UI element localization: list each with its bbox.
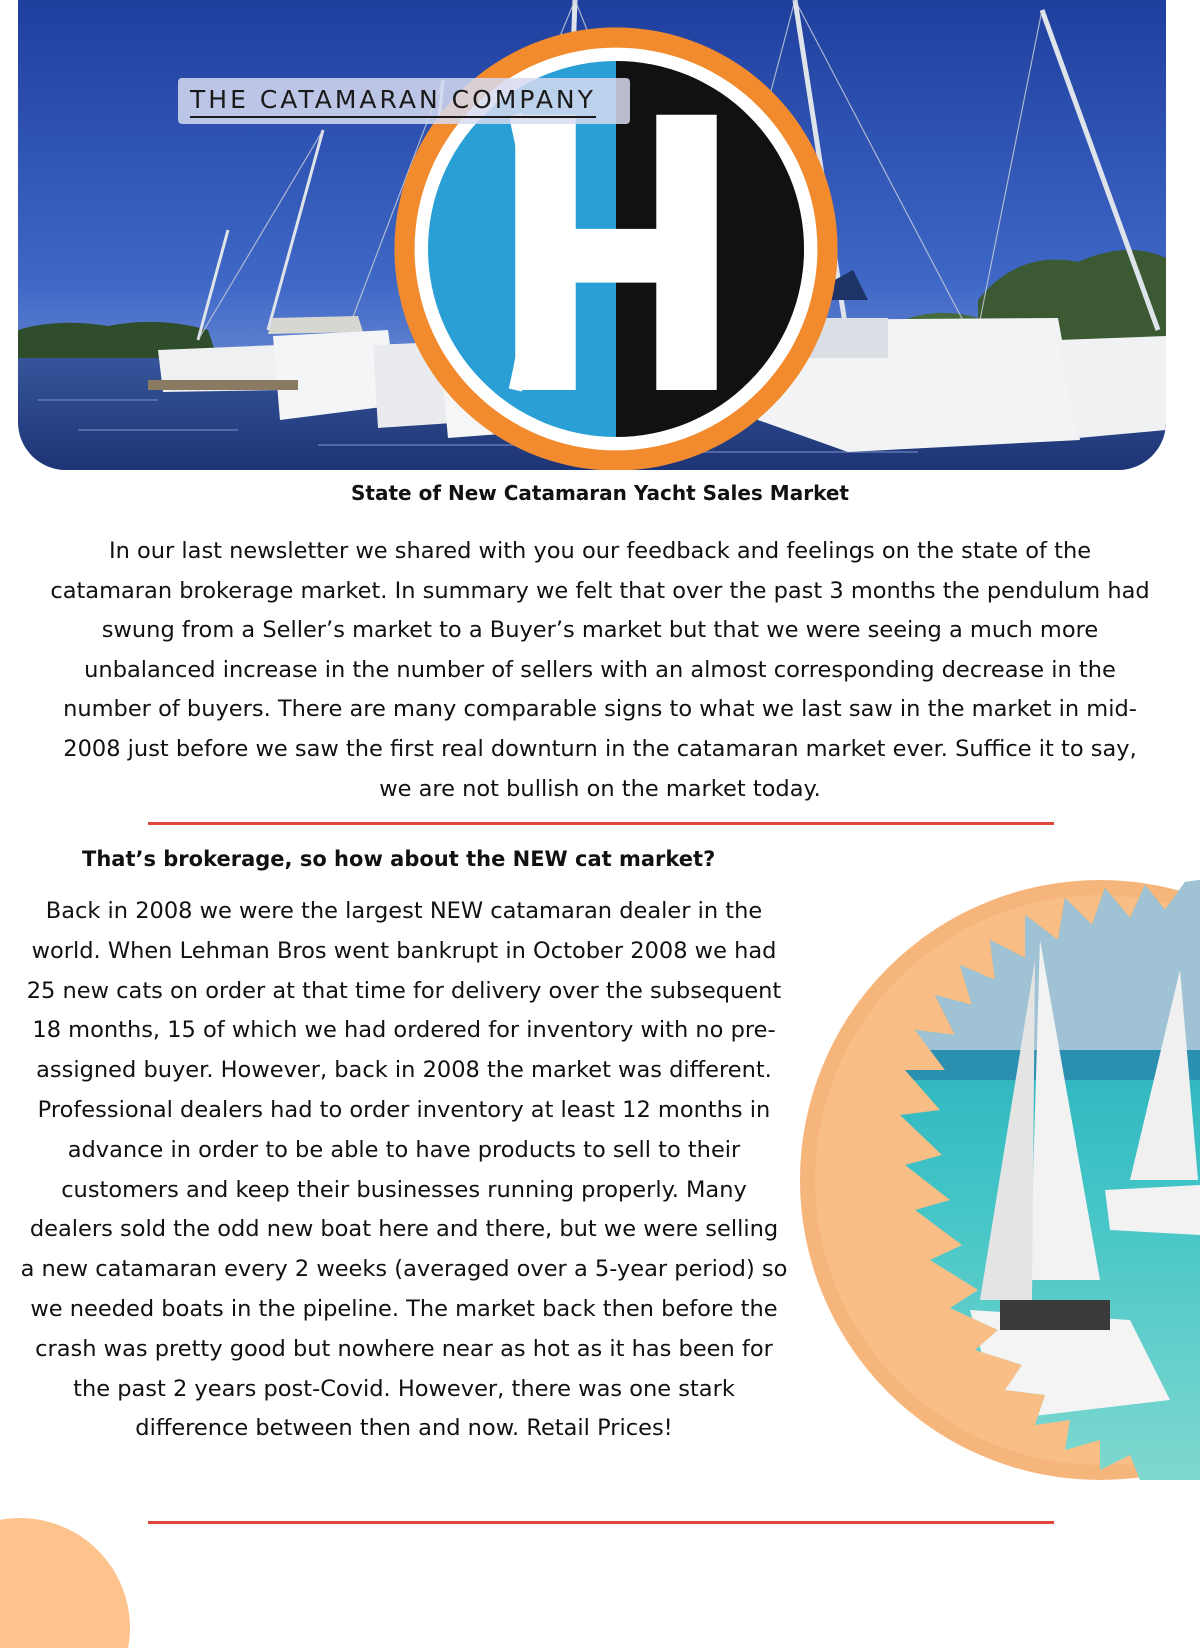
intro-paragraph: In our last newsletter we shared with you our feedback and feelings on the state of the catamaran brokerage market. In summary we felt that over the past 3 months the pendulum had swung from a Seller’s market to a Buyer’s market but that we were seeing a much more unbalanced increase in the number of sellers with an almost corresponding decrease in the number of buyers. There are many comparable signs to what we last saw in the market in mid-2008 just before we saw the first real downturn in the catamaran market ever. Suffice it to say, we are not bullish on the market today.: [50, 538, 1150, 802]
body-paragraph: Back in 2008 we were the largest NEW catamaran dealer in the world. When Lehman Bros went bankrupt in October 2008 we had 25 new cats on order at that time for delivery over the subsequent 18 months, 15 of which we had ordered for inventory with no pre-assigned buyer. However, back in 2008 the market was different. Professional dealers had to order inventory at least 12 months in advance in order to be able to have products to sell to their customers and keep their businesses running properly. Many dealers sold the odd new boat here and there, but we were selling a new catamaran every 2 weeks (averaged over a 5-year period) so we needed boats in the pipeline. The market back then before the crash was pretty good but nowhere near as hot as it has been for the past 2 years post-Covid. However, there was one stark difference between then and now. Retail Prices!: [20, 898, 788, 1442]
article-title: State of New Catamaran Yacht Sales Market: [351, 481, 849, 505]
brand-banner: [178, 78, 630, 124]
brand-name: THE CATAMARAN COMPANY: [190, 85, 596, 118]
sailing-catamaran-photo: [800, 880, 1200, 1480]
section-subheading: That’s brokerage, so how about the NEW cat market?: [82, 847, 716, 871]
divider: [148, 1521, 1054, 1524]
divider: [148, 822, 1054, 825]
hero-image: [18, 0, 1166, 470]
decorative-arc: [0, 1488, 180, 1648]
